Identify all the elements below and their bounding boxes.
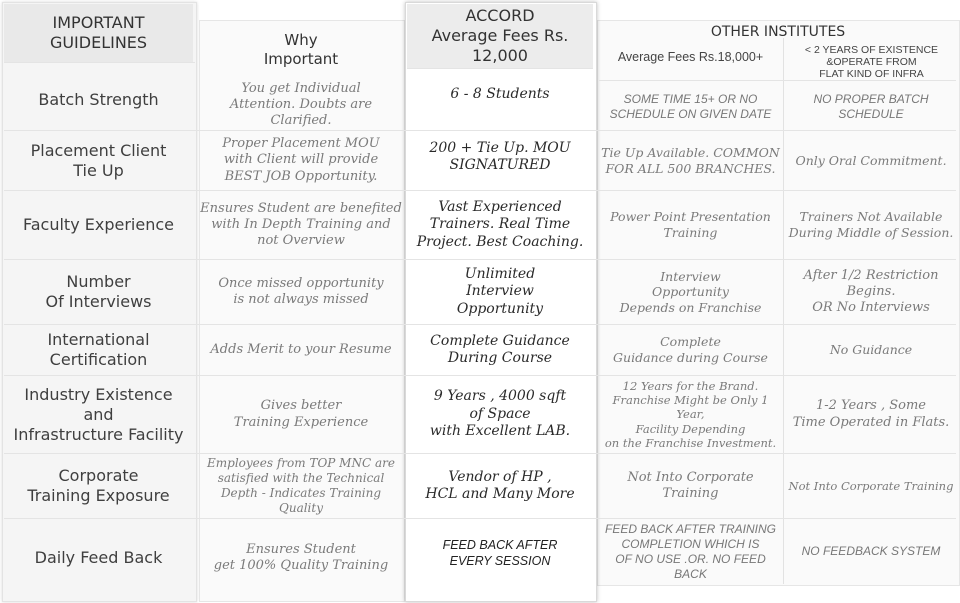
why-daily-feedback: Ensures Student get 100% Quality Training	[213, 541, 389, 573]
accord-corporate-training: Vendor of HP , HCL and Many More	[425, 468, 575, 502]
other-infra-number-of-interviews: After 1/2 Restriction Begins. OR No Interviews	[803, 267, 939, 316]
why-faculty-experience: Ensures Student are benefited with In Depth Training and not Overview	[200, 200, 402, 249]
accord-international-certification: Complete Guidance During Course	[430, 332, 570, 366]
header-other-infra: < 2 YEARS OF EXISTENCE &OPERATE FROM FLAT KIND OF INFRA	[804, 43, 939, 81]
why-number-of-interviews: Once missed opportunity is not always missed	[218, 275, 384, 307]
other-infra-industry-existence: 1-2 Years , Some Time Operated in Flats.	[792, 398, 950, 430]
why-batch-strength: You get Individual Attention. Doubts are Clarified.	[229, 80, 373, 129]
guideline-corporate-training: Corporate Training Exposure	[27, 466, 170, 505]
accord-batch-strength: 6 - 8 Students	[450, 86, 550, 103]
other-infra-batch-strength: NO PROPER BATCH SCHEDULE	[813, 92, 929, 121]
other-infra-international-certification: No Guidance	[829, 342, 913, 358]
other-fees-industry-existence: 12 Years for the Brand. Franchise Might be Only 1 Year, Facility Depending on the Franchise Investment.	[604, 378, 777, 451]
other-fees-corporate-training: Not Into Corporate Training	[627, 469, 754, 501]
other-fees-placement-tie-up: Tie Up Available. COMMON FOR ALL 500 BRANCHES.	[601, 144, 780, 176]
other-infra-daily-feedback: NO FEEDBACK SYSTEM	[801, 544, 941, 558]
guideline-placement-tie-up: Placement Client Tie Up	[30, 140, 167, 180]
why-corporate-training: Employees from TOP MNC are satisfied with the Technical Depth - Indicates Training Quality	[207, 456, 395, 515]
other-fees-international-certification: Complete Guidance during Course	[613, 334, 768, 365]
accord-number-of-interviews: Unlimited Interview Opportunity	[456, 265, 544, 317]
accord-placement-tie-up: 200 + Tie Up. MOU SIGNATURED	[429, 139, 571, 173]
why-industry-existence: Gives better Training Experience	[233, 398, 369, 430]
accord-industry-existence: 9 Years , 4000 sqft of Space with Excellent LAB.	[429, 388, 571, 440]
header-why-important: Why Important	[263, 31, 339, 68]
header-accord: ACCORD Average Fees Rs. 12,000	[407, 4, 593, 68]
other-fees-faculty-experience: Power Point Presentation Training	[610, 209, 771, 240]
other-fees-daily-feedback: FEED BACK AFTER TRAINING COMPLETION WHICH IS OF NO USE .OR. NO FEED BACK	[605, 521, 776, 581]
guideline-daily-feedback: Daily Feed Back	[34, 548, 163, 567]
accord-faculty-experience: Vast Experienced Trainers. Real Time Project. Best Coaching.	[416, 198, 584, 250]
guideline-batch-strength: Batch Strength	[38, 90, 159, 109]
guideline-faculty-experience: Faculty Experience	[23, 215, 174, 234]
other-infra-faculty-experience: Trainers Not Available During Middle of Session.	[788, 209, 954, 240]
other-infra-placement-tie-up: Only Oral Commitment.	[795, 152, 947, 168]
other-infra-corporate-training: Not Into Corporate Training	[788, 478, 954, 493]
why-international-certification: Adds Merit to your Resume	[210, 341, 392, 357]
guideline-industry-existence: Industry Existence and Infrastructure Facility	[13, 384, 184, 444]
accord-daily-feedback: FEED BACK AFTER EVERY SESSION	[442, 538, 558, 568]
header-other-fees: Average Fees Rs.18,000+	[617, 50, 764, 65]
header-guidelines: IMPORTANT GUIDELINES	[4, 4, 193, 62]
why-placement-tie-up: Proper Placement MOU with Client will provide BEST JOB Opportunity.	[222, 136, 380, 184]
other-fees-batch-strength: SOME TIME 15+ OR NO SCHEDULE ON GIVEN DATE	[609, 92, 772, 121]
other-fees-number-of-interviews: Interview Opportunity Depends on Franchise	[619, 268, 762, 315]
guideline-number-of-interviews: Number Of Interviews	[45, 272, 152, 311]
other-institutes-divider	[783, 38, 784, 584]
guideline-international-certification: International Certification	[47, 330, 150, 369]
header-other-institutes: OTHER INSTITUTES	[710, 24, 846, 41]
